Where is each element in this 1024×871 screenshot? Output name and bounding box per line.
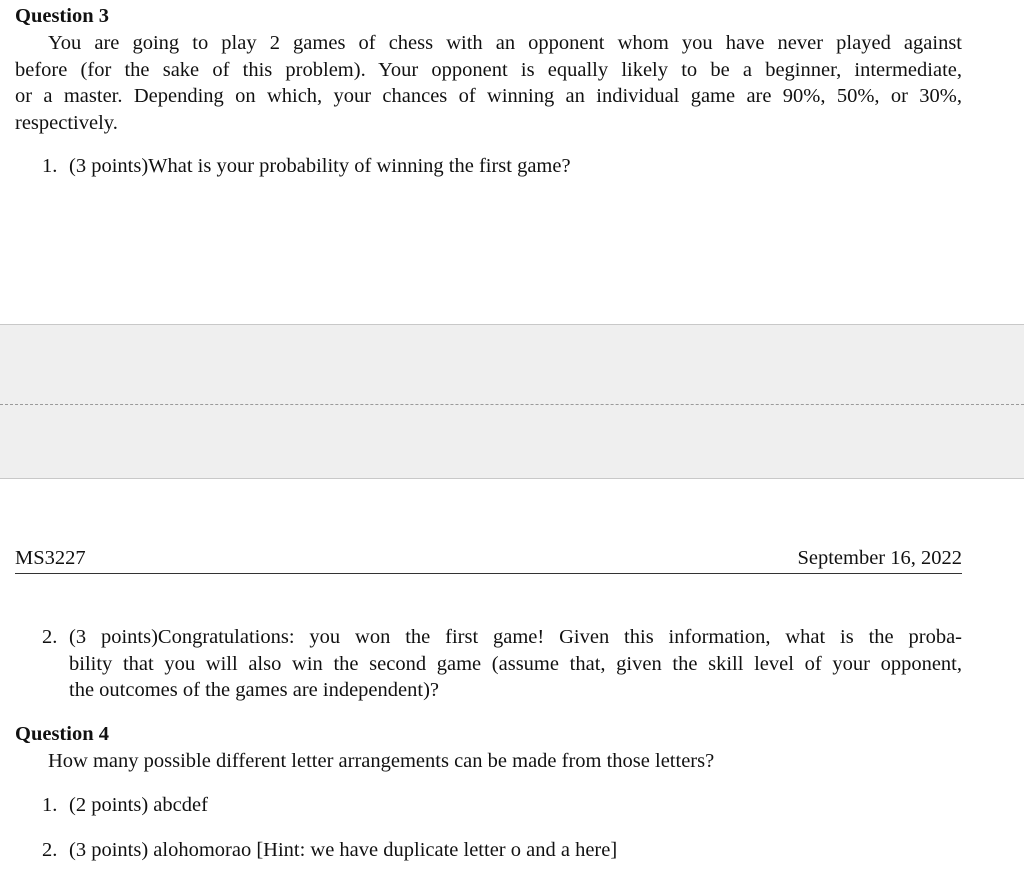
item-text [69, 624, 962, 704]
question-3-title: Question 3 [15, 5, 109, 27]
question-3-intro [15, 30, 962, 136]
course-code: MS3227 [15, 547, 86, 569]
item-number: 2. [42, 839, 58, 861]
item-text: (3 points) alohomorao [Hint: we have duplicate letter o and a here] [69, 839, 618, 861]
item-text-line: (3 points)Congratulations: you won the first game! Given this information, what is the proba- [69, 626, 962, 648]
header-date: September 16, 2022 [797, 547, 962, 569]
item-text: (2 points) abcdef [69, 794, 208, 816]
item-text-line: the outcomes of the games are independent)? [69, 679, 439, 701]
item-number: 1. [42, 155, 58, 177]
page-break-dashed-line [0, 404, 1024, 405]
question-4-intro-line: How many possible different letter arrangements can be made from those letters? [48, 750, 715, 772]
question-4-intro [48, 748, 962, 775]
item-number: 2. [42, 626, 58, 648]
question-3-intro-line: or a master. Depending on which, your chances of winning an individual game are 90%, 50%, or 30%, [15, 85, 962, 107]
question-3-intro-line: respectively. [15, 111, 118, 134]
item-text-line: bility that you will also win the second game (assume that, given the skill level of your opponent, [69, 652, 962, 675]
question-3-intro-line: before (for the sake of this problem). Your opponent is equally likely to be a beginner, intermediate, [15, 58, 962, 81]
item-number: 1. [42, 794, 58, 816]
page-break-gap [0, 324, 1024, 479]
page-header [15, 545, 962, 574]
question-3-intro-line: You are going to play 2 games of chess with an opponent whom you have never played against [48, 32, 962, 54]
question-4-title: Question 4 [15, 723, 109, 745]
item-text: (3 points)What is your probability of winning the first game? [69, 155, 571, 177]
